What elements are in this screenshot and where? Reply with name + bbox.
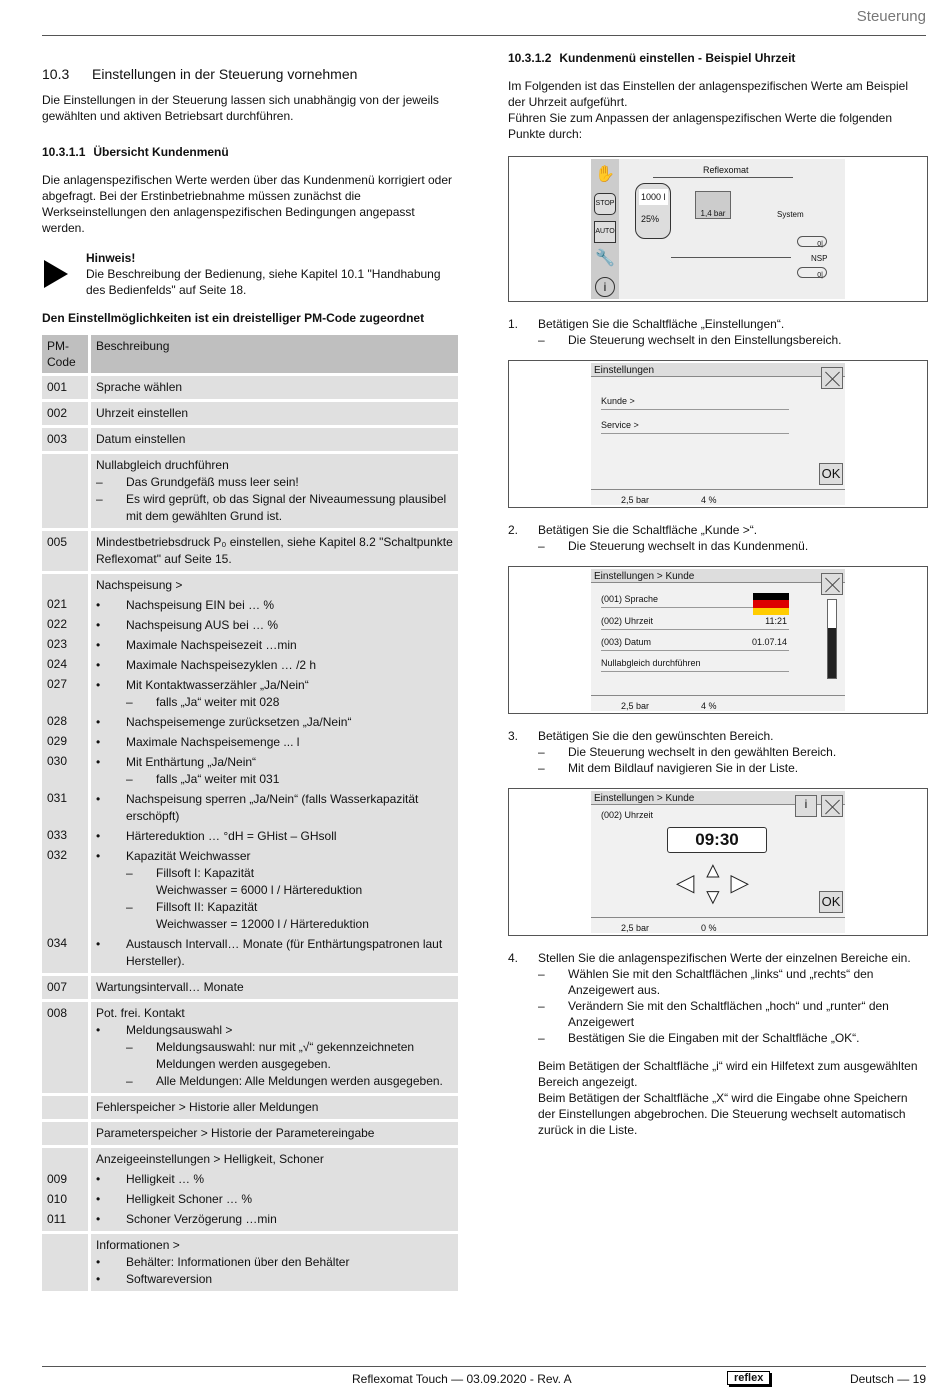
status-bar: 2,5 bar 0 % — [591, 917, 845, 933]
body-paragraph: Beim Betätigen der Schaltfläche „X“ wird die Eingabe ohne Speichern der Einstellungen abgebrochen. Die Steuerung wechselt automatisch zurück in die Liste. — [538, 1091, 908, 1137]
table-row: 001 Sprache wählen — [42, 376, 458, 399]
screen-title-bar: Einstellungen — [591, 363, 845, 377]
close-icon[interactable] — [821, 367, 843, 389]
list-item[interactable]: (002) Uhrzeit 11:21 — [601, 613, 789, 630]
body-paragraph: Die anlagenspezifischen Werte werden über das Kundenmenü korrigiert oder abgefragt. Bei der Erstinbetriebnahme müssen zunächst die Werkseinstellungen den anlagenspezifischen Bedingungen angepasst werden. — [42, 173, 453, 235]
time-display[interactable]: 09:30 — [667, 827, 767, 853]
left-column — [42, 66, 458, 1294]
screenshot-main-screen: ✋ STOP AUTO 🔧 i Reflexomat 1000 l 25% 1,4 bar System NSP 0| 0| — [508, 156, 928, 302]
german-flag-icon — [753, 593, 789, 615]
screenshot-time-edit: Einstellungen > Kunde (002) Uhrzeit i 09:30 ◀ ▲ ▼ ▶ OK 2,5 bar 0 % — [508, 788, 928, 936]
ok-button[interactable]: OK — [819, 891, 843, 913]
table-row: 021 022 023 024 027 028 029 030 031 033 032 034 Nachspeisung > • Nachspeisung EIN bei … % • Nachspeisung AUS bei … % • Maximale Nachspeisezeit …min • Maximale Nachspeisezyklen … /2 h • Mit Kontaktwasserzähler „Ja/Nein“ – falls „Ja“ weiter mit 028 • Nachspeisemenge zurücksetzen „Ja/Nein“ • Maximale Nachspeisemenge ... l • Mit Enthärtung „Ja/Nein“ – falls „Ja“ weiter mit 031 • Nachspeisung sperren „Ja/Nein“ (falls Wasserkapazität erschöpft) • Härtereduktion … °dH = GHist – GHsoll • Kapazität Weichwasser – Fillsoft I: Kapazität Weichwasser = 6000 l / Härtereduktion – Fillsoft II: Kapazität Weichwasser = 12000 l / Härtereduktion • Austausch Intervall… Monate (für Enthärtungspatronen laut Hersteller). — [42, 574, 458, 973]
step-3: 3. Betätigen Sie die den gewünschten Bereich. — [508, 729, 774, 743]
screenshot-kunde — [508, 566, 928, 714]
menu-item-service[interactable]: Service > — [601, 417, 789, 434]
arrow-up-icon[interactable]: ▲ — [703, 860, 723, 882]
close-icon[interactable] — [821, 795, 843, 817]
hand-icon: ✋ — [595, 166, 615, 183]
status-bar: 2,5 bar 4 % — [591, 695, 845, 711]
table-row: 003 Datum einstellen — [42, 428, 458, 451]
info-button[interactable]: i — [795, 795, 817, 817]
step-4: 4. Stellen Sie die anlagenspezifischen Werte der einzelnen Bereiche ein. — [508, 951, 911, 965]
document-id: Reflexomat Touch — 03.09.2020 - Rev. A — [352, 1372, 572, 1386]
list-item[interactable]: (003) Datum 01.07.14 — [601, 634, 789, 651]
diagram-title: Reflexomat — [703, 165, 749, 175]
subsection-heading: 10.3.1.1 Übersicht Kundenmenü — [42, 145, 229, 159]
info-icon[interactable]: i — [595, 277, 615, 297]
list-item[interactable]: Nullabgleich durchführen — [601, 655, 789, 672]
page-header — [42, 0, 926, 36]
note-box — [42, 250, 458, 298]
table-title: Den Einstellmöglichkeiten ist ein dreistelliger PM-Code zugeordnet — [42, 311, 425, 325]
table-row: Fehlerspeicher > Historie aller Meldungen — [42, 1096, 458, 1119]
system-toggle[interactable]: 0| — [797, 236, 827, 247]
ok-button[interactable]: OK — [819, 463, 843, 485]
arrow-down-icon[interactable]: ▼ — [703, 886, 723, 908]
status-bar: 2,5 bar 4 % — [591, 489, 845, 505]
pressure-gauge: 1,4 bar — [695, 191, 731, 219]
nsp-toggle[interactable]: 0| — [797, 267, 827, 278]
reflex-logo: reflex — [727, 1371, 770, 1385]
section-title: Steuerung — [856, 8, 926, 25]
scrollbar[interactable] — [827, 599, 837, 679]
menu-item-kunde[interactable]: Kunde > — [601, 393, 789, 410]
section-heading: 10.3 Einstellungen in der Steuerung vornehmen — [42, 66, 358, 82]
intro-paragraph: Die Einstellungen in der Steuerung lassen sich unabhängig von der jeweils gewählten und aktiven Betriebsart durchführen. — [42, 93, 439, 123]
page-number: Deutsch — 19 — [849, 1372, 926, 1386]
body-paragraph: Beim Betätigen der Schaltfläche „i“ wird ein Hilfetext zum ausgewählten Bereich angezeigt. — [538, 1059, 918, 1089]
note-arrow-icon — [44, 260, 68, 288]
intro-paragraph: Im Folgenden ist das Einstellen der anlagenspezifischen Werte am Beispiel der Uhrzeit aufgeführt. — [508, 79, 908, 109]
subsection-heading: 10.3.1.2 Kundenmenü einstellen - Beispiel Uhrzeit — [508, 51, 796, 65]
page-footer — [42, 1366, 926, 1396]
table-header-row — [42, 335, 458, 373]
table-row: 002 Uhrzeit einstellen — [42, 402, 458, 425]
close-icon[interactable] — [821, 573, 843, 595]
right-column: 10.3.1.2 Kundenmenü einstellen - Beispiel Uhrzeit Im Folgenden ist das Einstellen der anlagenspezifischen Werte am Beispiel der Uhrzeit aufgeführt. Führen Sie zum Anpassen der anlagenspezifischen Werte die folgenden Punkte durch: ✋ STOP AUTO 🔧 i Reflexomat 1000 l 25% 1,4 bar System NSP 0| 0| 1. Betätigen Sie die Schaltfläche „Einstellungen“. – Die Steuerung wechselt in den Einstellungsbereich. Einstellungen Kunde > Service > OK 2,5 bar 4 % 2. Betätigen Sie die Schaltfläche „Kunde >“. – Die Steuerung wechselt in das Kundenmenü. Einstellungen > Kunde (001) Sprache (002) Uhrzeit 11:21 (003) Datum 01.07.14 Nullabgleich durchführen 2,5 bar 4 % 3. Betätigen Sie die den gewünschten Bereich. – Die Steuerung wechselt in den gewählten Bereich. – Mit dem Bildlauf navigieren Sie in der Liste. Einstellungen > Kunde (002) Uhrzeit i 09:30 ◀ ▲ ▼ ▶ OK 2,5 bar 0 % 4. Stellen Sie die anlagenspezifischen Werte der einzelnen Bereiche ein. – Wählen Sie mit den Schaltflächen „links“ und „rechts“ den Anzeigewert aus. – Verändern Sie mit den Schaltflächen „hoch“ und „runter“ den Anzeigewert – Bestätigen Sie die Eingaben mit der Schaltfläche „OK“. Beim Betätigen der Schaltfläche „i“ wird ein Hilfetext zum ausgewählten Bereich angezeigt. Beim Betätigen der Schaltfläche „X“ wird die Eingabe ohne Speichern der Einstellungen abgebrochen. Die Steuerung wechselt automatisch zurück in die Liste. — [508, 50, 928, 1138]
screen-title-bar: Einstellungen > Kunde — [591, 791, 845, 805]
header-desc: Beschreibung — [91, 335, 458, 373]
step-1: 1. Betätigen Sie die Schaltfläche „Einstellungen“. — [508, 317, 785, 331]
header-code: PM-Code — [42, 335, 88, 373]
wrench-icon[interactable]: 🔧 — [595, 250, 615, 267]
screen-title-bar: Einstellungen > Kunde — [591, 569, 845, 583]
table-row: 007 Wartungsintervall… Monate — [42, 976, 458, 999]
arrow-left-icon[interactable]: ◀ — [677, 870, 694, 895]
note-title: Hinweis! — [86, 251, 136, 265]
arrow-right-icon[interactable]: ▶ — [731, 870, 748, 895]
screenshot-settings — [508, 360, 928, 508]
intro-paragraph: Führen Sie zum Anpassen der anlagenspezifischen Werte die folgenden Punkte durch: — [508, 111, 893, 141]
step-2: 2. Betätigen Sie die Schaltfläche „Kunde >“. — [508, 523, 758, 537]
table-row: 008 Pot. frei. Kontakt • Meldungsauswahl > – Meldungsauswahl: nur mit „√“ gekennzeichneten Meldungen werden ausgegeben. – Alle Meldungen: Alle Meldungen werden ausgegeben. — [42, 1002, 458, 1093]
table-row: 005 Mindestbetriebsdruck P₀ einstellen, siehe Kapitel 8.2 "Schaltpunkte Reflexomat" auf Seite 15. — [42, 531, 458, 571]
pm-code-table — [39, 332, 461, 1294]
table-row: Nullabgleich druchführen – Das Grundgefäß muss leer sein! – Es wird geprüft, ob das Signal der Niveaumessung plausibel mit dem gewählten Grund ist. — [42, 454, 458, 528]
list-item[interactable]: (001) Sprache — [601, 591, 789, 608]
stop-button[interactable]: STOP — [594, 193, 616, 215]
table-row: Parameterspeicher > Historie der Parametereingabe — [42, 1122, 458, 1145]
auto-button[interactable]: AUTO — [594, 221, 616, 243]
note-text: Die Beschreibung der Bedienung, siehe Kapitel 10.1 "Handhabung des Bedienfelds" auf Seite 18. — [86, 267, 441, 297]
table-row: 009 010 011 Anzeigeeinstellungen > Helligkeit, Schoner • Helligkeit … % • Helligkeit Schoner … % • Schoner Verzögerung …min — [42, 1148, 458, 1231]
table-row: Informationen > • Behälter: Informationen über den Behälter • Softwareversion — [42, 1234, 458, 1291]
